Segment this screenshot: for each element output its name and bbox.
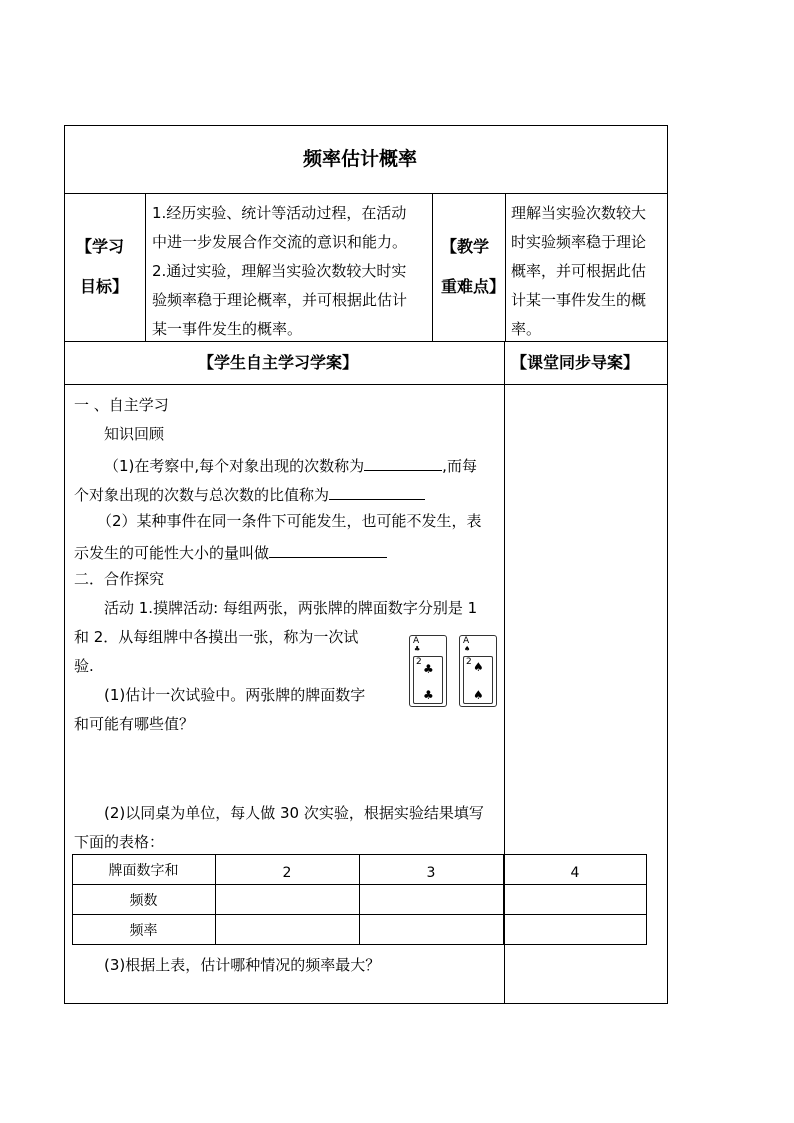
table-header-cell: 4: [570, 865, 580, 881]
question-1-text-b: ,而每: [442, 457, 477, 475]
part-2-line-1: (2)以同桌为单位，每人做 30 次实验，根据实验结果填写: [104, 804, 484, 822]
part-1-line-2: 和可能有哪些值？: [74, 715, 195, 733]
section-2-title: 二．合作探究: [74, 570, 165, 588]
activity-1-line-3: 验.: [74, 657, 94, 675]
objectives-label-1: 【学习: [76, 237, 125, 256]
table-cell[interactable]: [360, 885, 503, 914]
keypoints-line: 概率，并可根据此估: [511, 262, 647, 280]
objectives-label-2: 目标】: [80, 277, 129, 296]
question-1-line-2: [74, 485, 425, 503]
objectives-line: 某一事件发生的概率。: [152, 320, 303, 338]
keypoints-line: 计某一事件发生的概: [511, 291, 647, 309]
answer-blank-3[interactable]: [269, 543, 387, 558]
keypoints-label-2: 重难点】: [441, 277, 506, 296]
table-cell[interactable]: [216, 915, 359, 944]
keypoints-label-1: 【教学: [441, 237, 490, 256]
table-cell[interactable]: [360, 915, 503, 944]
rule-below-title: [64, 193, 668, 194]
table-header-cell: 2: [282, 865, 292, 881]
objectives-line: 中进一步发展合作交流的意识和能力。: [152, 233, 408, 251]
rule-below-objectives: [64, 341, 668, 342]
rule-below-headers: [64, 384, 668, 385]
card-back-layer: [463, 656, 493, 704]
part-3-line: (3)根据上表，估计哪种情况的频率最大？: [104, 956, 381, 974]
table-row-label: 频率: [129, 923, 158, 939]
keypoints-line: 理解当实验次数较大: [511, 204, 647, 222]
card-rank: A: [463, 636, 470, 646]
question-2-text-b: 示发生的可能性大小的量叫做: [74, 544, 270, 562]
student-header: 【学生自主学习学案】: [198, 353, 359, 372]
keypoints-line: 时实验频率稳于理论: [511, 233, 647, 251]
part-2-line-2: 下面的表格：: [74, 833, 165, 851]
club-icon: ♣: [423, 662, 434, 676]
objectives-line: 1.经历实验、统计等活动过程，在活动: [152, 204, 407, 222]
question-2-line-2: [74, 543, 387, 561]
activity-1-line-2: 和 2．从每组牌中各摸出一张，称为一次试: [74, 628, 359, 646]
club-icon: ♣: [423, 688, 434, 702]
question-1-text-a: （1)在考察中,每个对象出现的次数称为: [104, 457, 365, 475]
classroom-header: 【课堂同步导案】: [511, 353, 640, 372]
table-cell[interactable]: [216, 885, 359, 914]
answer-blank-2[interactable]: [329, 485, 425, 500]
rule-v-3: [505, 193, 506, 341]
question-2-line-1: （2）某种事件在同一条件下可能发生，也可能不发生，表: [97, 512, 482, 530]
rule-v-1: [145, 193, 146, 341]
question-1-line-1: [104, 456, 477, 474]
card-rank: 2: [416, 657, 422, 667]
card-back-layer: [413, 656, 443, 704]
rule-v-2: [432, 193, 433, 341]
keypoints-line: 率。: [511, 320, 542, 338]
section-1-title: 一 、自主学习: [74, 396, 169, 414]
card-rank: A: [413, 636, 420, 646]
section-1-subtitle: 知识回顾: [104, 425, 165, 443]
question-1-text-c: 个对象出现的次数与总次数的比值称为: [74, 486, 330, 504]
spade-icon: ♠: [473, 688, 484, 702]
objectives-line: 2.通过实验，理解当实验次数较大时实: [152, 262, 407, 280]
club-icon: ♣: [414, 645, 421, 653]
playing-card-clubs: [409, 635, 447, 707]
table-cell[interactable]: [504, 915, 647, 944]
card-rank: 2: [466, 657, 472, 667]
page-title: 频率估计概率: [303, 148, 418, 170]
table-cell[interactable]: [504, 885, 647, 914]
objectives-line: 验频率稳于理论概率，并可根据此估计: [152, 291, 408, 309]
part-1-line-1: (1)估计一次试验中。两张牌的牌面数字: [104, 686, 366, 704]
playing-card-spades: [459, 635, 497, 707]
answer-blank-1[interactable]: [364, 456, 442, 471]
table-header-cell: 3: [426, 865, 436, 881]
table-header-cell: 牌面数字和: [108, 863, 179, 879]
activity-1-line-1: 活动 1.摸牌活动: 每组两张，两张牌的牌面数字分别是 1: [104, 599, 478, 617]
spade-icon: ♠: [464, 645, 471, 653]
spade-icon: ♠: [473, 660, 484, 674]
table-row-label: 频数: [129, 893, 158, 909]
